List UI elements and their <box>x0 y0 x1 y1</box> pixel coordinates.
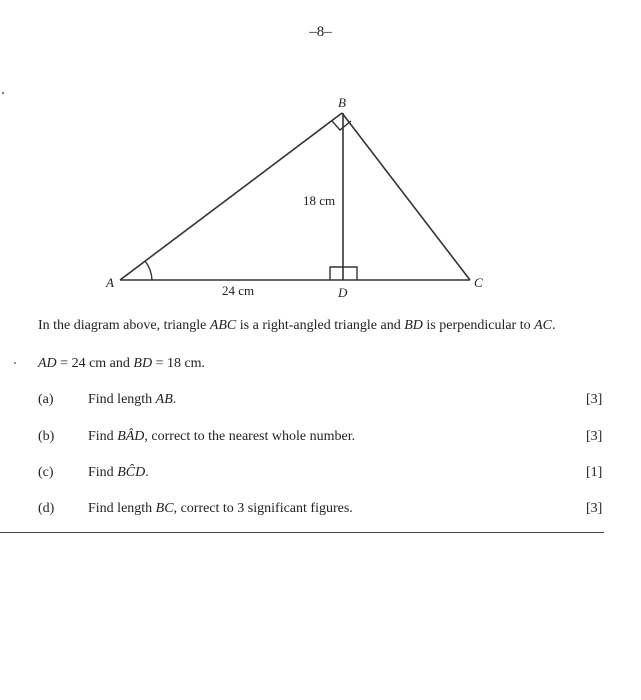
vertex-label-b: B <box>338 95 346 110</box>
question-text: Find BÂD, correct to the nearest whole number. <box>88 429 356 444</box>
scan-speck <box>14 362 16 364</box>
question-text: Find length BC, correct to 3 significant figures. <box>88 501 353 516</box>
intro-text: is a right-angled triangle and <box>236 318 405 333</box>
intro-abc: ABC <box>209 318 237 333</box>
intro-bd: BD <box>404 318 423 333</box>
vertex-label-c: C <box>474 275 483 290</box>
right-angle-mark-b <box>332 121 351 130</box>
section-divider <box>0 532 604 533</box>
question-number: (d) <box>38 501 55 516</box>
question-number: (b) <box>38 429 55 444</box>
problem-statement <box>38 318 555 334</box>
question-text: Find length AB. <box>88 392 177 407</box>
given-ad: AD <box>38 356 57 371</box>
question-text: Find BĈD. <box>88 465 149 480</box>
intro-ac: AC <box>534 318 552 333</box>
length-label-bd: 18 cm <box>303 193 336 208</box>
given-text: = 18 cm. <box>152 356 206 371</box>
question-d <box>0 501 641 521</box>
triangle-diagram <box>0 0 641 310</box>
question-marks: [3] <box>586 501 603 516</box>
given-bd: BD <box>133 356 153 371</box>
vertex-label-a: A <box>106 275 114 290</box>
intro-text: . <box>551 318 556 333</box>
question-number: (a) <box>38 392 54 407</box>
angle-arc-a <box>145 261 152 280</box>
question-marks: [1] <box>586 465 603 480</box>
question-number: (c) <box>38 465 54 480</box>
given-values <box>38 356 205 372</box>
question-marks: [3] <box>586 429 603 444</box>
intro-text: In the diagram above, triangle <box>38 318 210 333</box>
question-a <box>0 392 641 412</box>
page-number: –8– <box>309 24 332 40</box>
given-text: = 24 cm and <box>56 356 134 371</box>
question-b <box>0 429 641 449</box>
vertex-label-d: D <box>338 285 348 300</box>
intro-text: is perpendicular to <box>422 318 535 333</box>
question-c <box>0 465 641 485</box>
question-marks: [3] <box>586 392 603 407</box>
length-label-ad: 24 cm <box>222 283 255 298</box>
side-bc <box>342 113 470 280</box>
